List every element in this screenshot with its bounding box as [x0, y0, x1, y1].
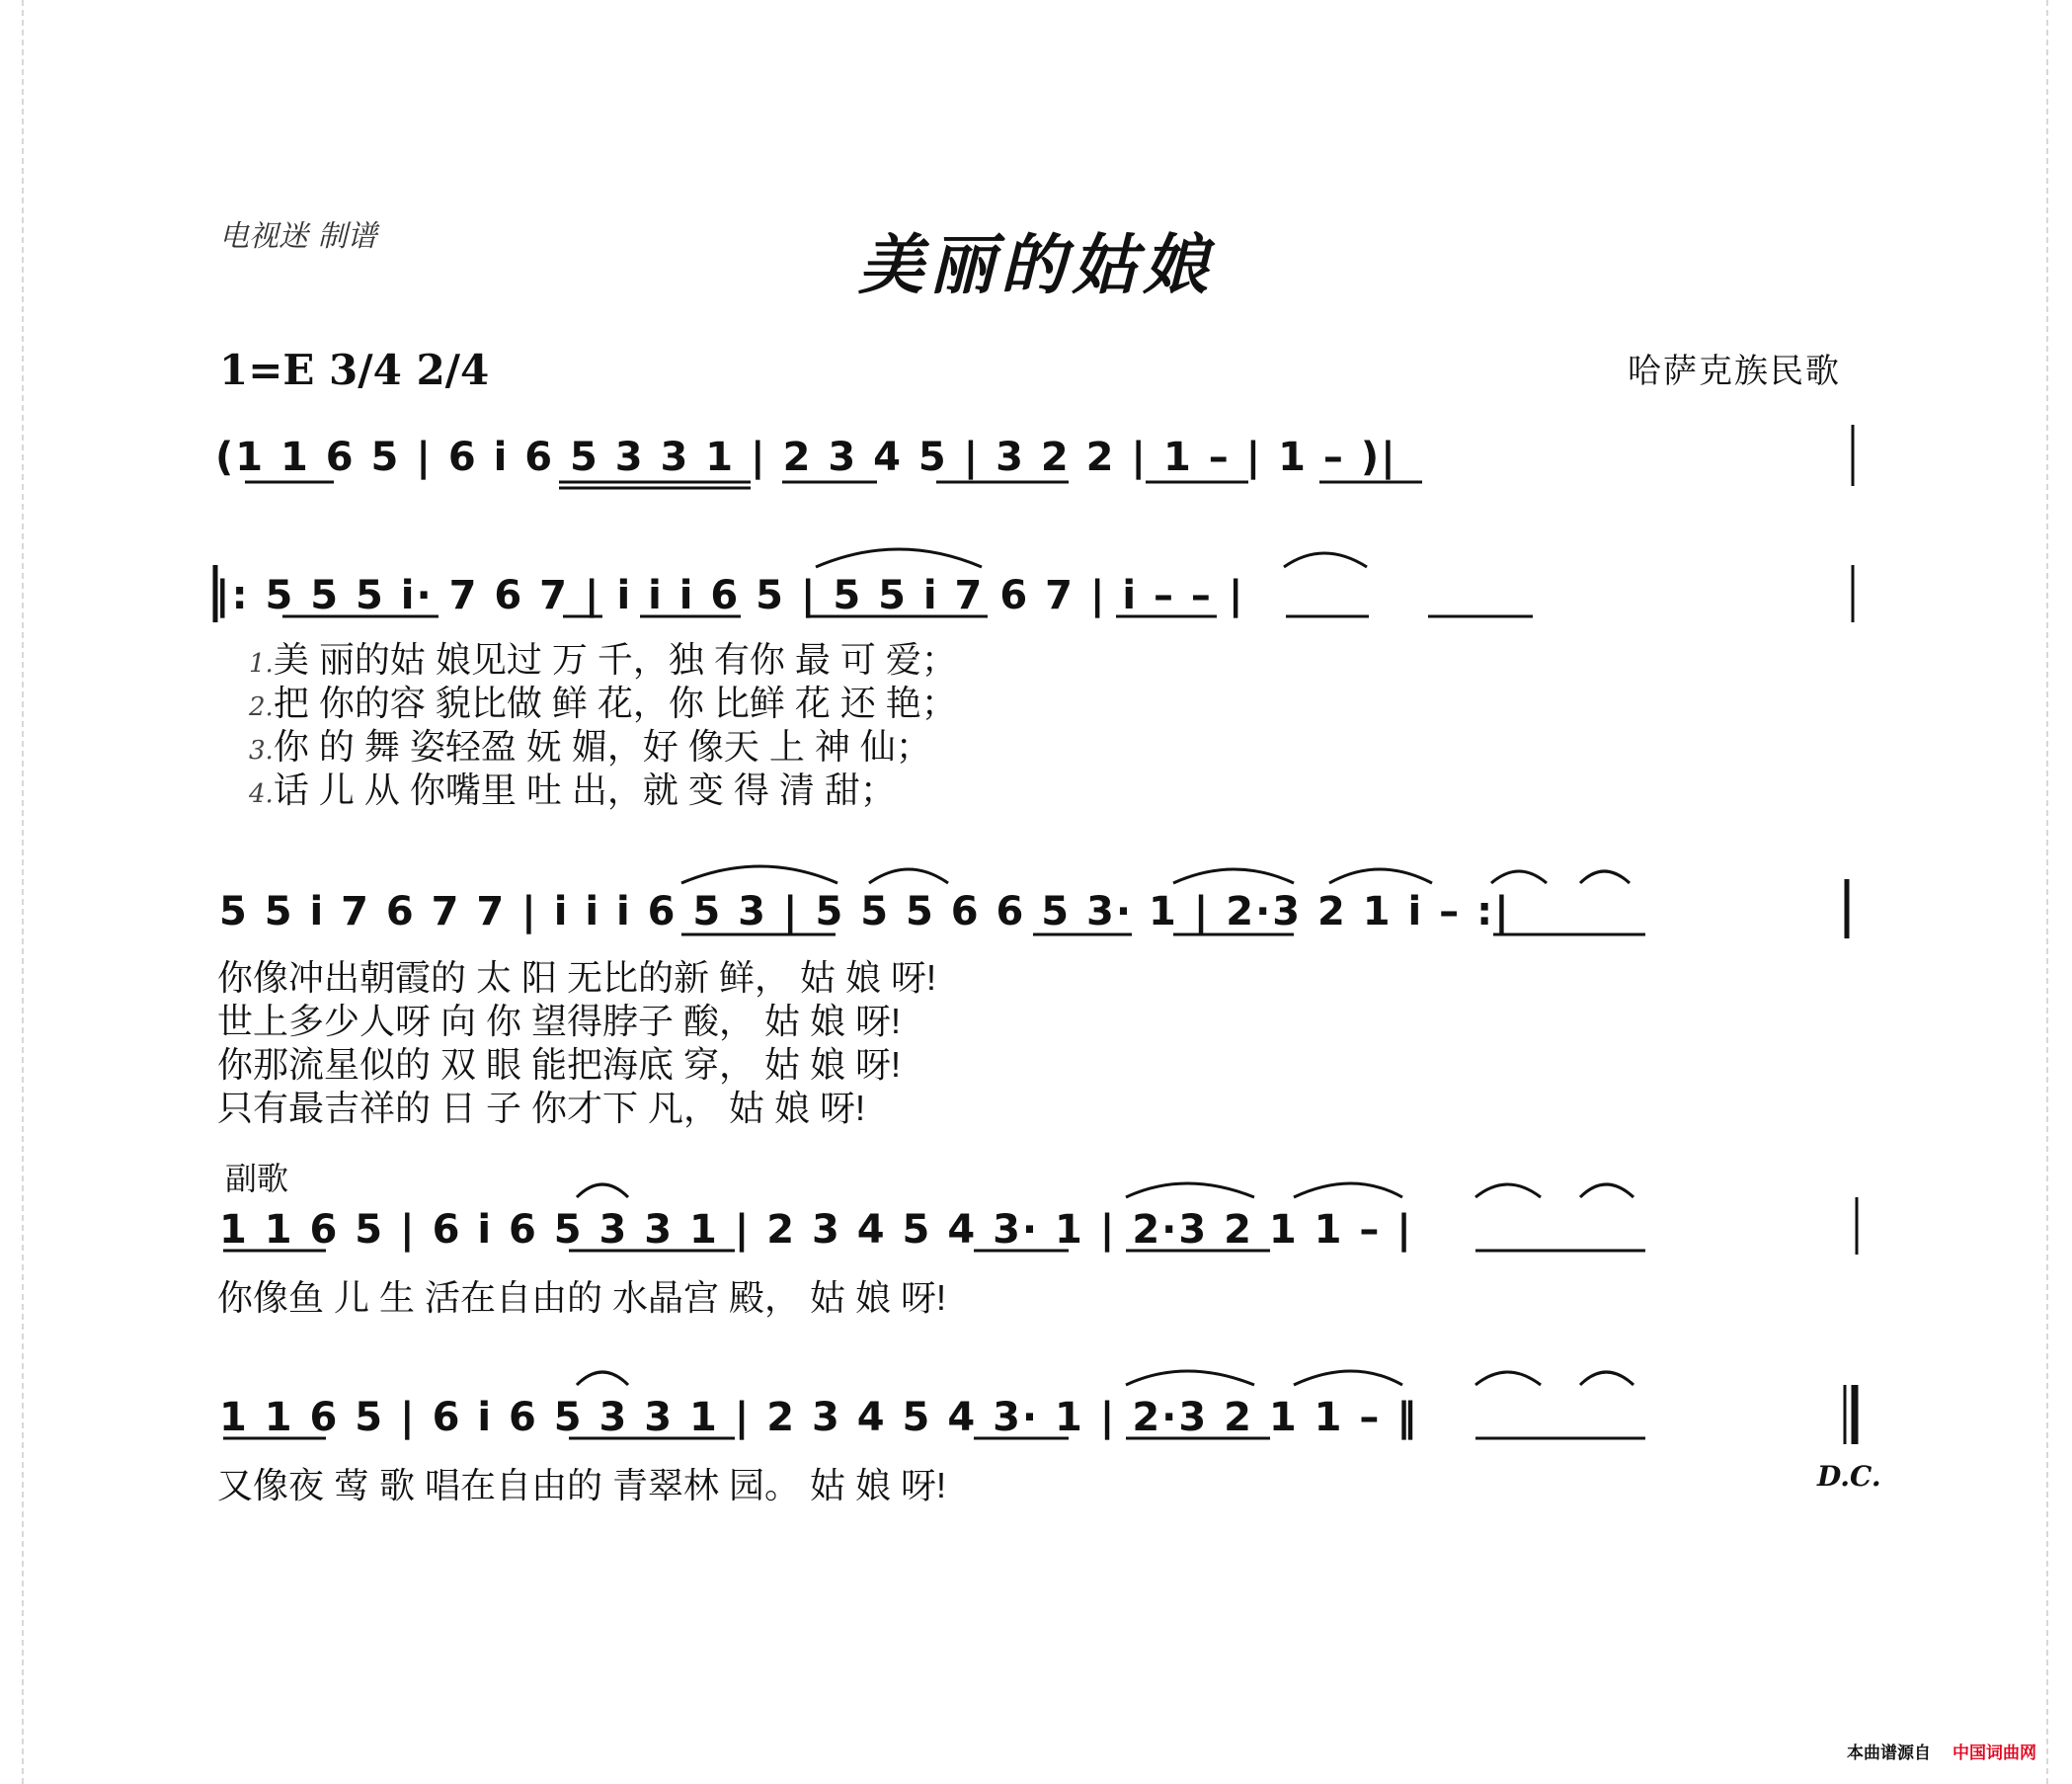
- slur: [1580, 1372, 1634, 1385]
- lyric-line-3-1: 你像冲出朝霞的 太 阳 无比的新 鲜， 姑 娘 呀!: [217, 957, 937, 998]
- slur: [1475, 1372, 1541, 1385]
- slur: [1173, 869, 1294, 883]
- verse-number: 2.: [249, 692, 274, 722]
- verse-number: 4.: [249, 779, 274, 809]
- slur: [1126, 1371, 1254, 1385]
- lyric-line-3-3: 你那流星似的 双 眼 能把海底 穿， 姑 娘 呀!: [217, 1044, 902, 1085]
- verse-number: 3.: [249, 736, 274, 766]
- genre-label: 哈萨克族民歌: [1628, 353, 1841, 390]
- slur: [869, 869, 948, 883]
- song-title: 美丽的姑娘: [858, 226, 1214, 303]
- notation-line-1: (1 1 6 5 | 6 i 6 5 3 3 1 | 2 3 4 5 | 3 2 2 | 1 – | 1 – )|: [215, 435, 1397, 480]
- slur: [1475, 1184, 1541, 1197]
- slur: [1580, 871, 1630, 883]
- slur: [1580, 1184, 1634, 1197]
- notation-line-4: 1 1 6 5 | 6 i 6 5 3 3 1 | 2 3 4 5 4 3· 1 | 2·3 2 1 1 – |: [219, 1207, 1413, 1253]
- slur: [1294, 1371, 1402, 1385]
- dc-mark: D.C.: [1817, 1460, 1881, 1493]
- key-signature: 1=E 3/4 2/4: [219, 346, 490, 394]
- lyric-line-5: 又像夜 莺 歌 唱在自由的 青翠林 园。 姑 娘 呀!: [217, 1465, 947, 1505]
- notation-line-3: 5 5 i 7 6 7 7 | i i i 6 5 3 | 5 5 5 6 6 5 3· 1 | 2·3 2 1 i – :|: [219, 889, 1511, 934]
- slur: [1284, 553, 1367, 567]
- slur: [1294, 1183, 1402, 1197]
- slur: [1329, 869, 1432, 883]
- verse-number: 1.: [249, 649, 274, 679]
- slur: [1126, 1183, 1254, 1197]
- lyric-text: 美 丽的姑 娘见过 万 千，独 有你 最 可 爱；: [273, 639, 957, 680]
- arranger-credit: 电视迷 制谱: [219, 219, 377, 254]
- notation-line-2: |: 5 5 5 i· 7 6 7 | i i i 6 5 | 5 5 i 7 6 7 | i – – |: [215, 573, 1245, 618]
- section-label: 副歌: [225, 1161, 289, 1196]
- lyric-text: 话 儿 从 你嘴里 吐 出，就 变 得 清 甜；: [273, 770, 896, 810]
- notation-line-5: 1 1 6 5 | 6 i 6 5 3 3 1 | 2 3 4 5 4 3· 1 | 2·3 2 1 1 – ‖: [219, 1395, 1419, 1440]
- source-text: 本曲谱源自: [1847, 1743, 1931, 1762]
- slur: [577, 1184, 628, 1197]
- source-site-link[interactable]: 中国词曲网: [1952, 1743, 2036, 1762]
- slur: [681, 866, 837, 883]
- slur: [816, 549, 982, 567]
- lyric-text: 把 你的容 貌比做 鲜 花，你 比鲜 花 还 艳；: [273, 683, 957, 723]
- lyric-text: 你 的 舞 姿轻盈 妩 媚，好 像天 上 神 仙；: [273, 726, 931, 767]
- lyric-line-4: 你像鱼 儿 生 活在自由的 水晶宫 殿， 姑 娘 呀!: [217, 1277, 947, 1318]
- lyric-line-3-2: 世上多少人呀 向 你 望得脖子 酸， 姑 娘 呀!: [217, 1001, 902, 1041]
- lyric-line-3-4: 只有最吉祥的 日 子 你才下 凡， 姑 娘 呀!: [217, 1088, 866, 1128]
- slur: [1491, 871, 1547, 883]
- slur: [577, 1372, 628, 1385]
